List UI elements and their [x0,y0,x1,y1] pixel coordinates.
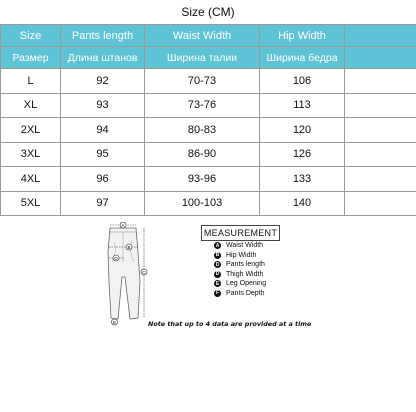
marker-b-label: B [127,244,131,250]
letter-badge-icon: E [215,280,220,287]
table-row [1,69,416,94]
cell-pants-length: 96 [61,167,145,192]
cell-pants-length: 92 [61,69,145,94]
header-row-ru [1,47,416,69]
header-row-en [1,25,416,47]
cell-hip-width: 133 [260,167,345,192]
table-row [1,118,416,143]
table-row [1,191,416,216]
legend-text: Pants length [226,261,265,269]
table-row [1,167,416,192]
pants-outline [108,228,140,319]
size-chart-title: Size (CM) [181,5,235,19]
cell-waist-width: 80-83 [145,118,260,143]
marker-e-label: E [112,319,117,325]
letter-badge-icon: F [215,290,220,297]
letter-badge-icon: D [215,271,220,278]
legend-item [214,251,334,261]
legend-item [214,260,334,270]
data-note: Note that up to 4 data are provided at a time [148,320,312,328]
cell-pants-length: 95 [61,142,145,167]
cell-size: 3XL [1,142,61,167]
marker-d-label: D [114,255,118,261]
legend-text: Pants Depth [226,289,265,297]
cell-pants-length: 94 [61,118,145,143]
cell-hip-width: 106 [260,69,345,94]
table-row [1,93,416,118]
letter-badge-icon: A [215,242,220,249]
header-waist-width: Waist Width [145,25,260,47]
cell-hip-width: 140 [260,191,345,216]
cell-empty [345,167,416,192]
legend-text: Thigh Width [226,270,264,278]
marker-a-label: A [121,222,125,228]
cell-pants-length: 97 [61,191,145,216]
cell-empty [345,69,416,94]
header-empty [345,25,416,47]
cell-empty [345,191,416,216]
table-row [1,142,416,167]
letter-badge-icon: D [215,261,220,268]
cell-hip-width: 113 [260,93,345,118]
cell-size: XL [1,93,61,118]
measurement-heading: MEASUREMENT [201,225,280,241]
cell-size: L [1,69,61,94]
cell-waist-width: 86-90 [145,142,260,167]
header-hip-width: Hip Width [260,25,345,47]
cell-empty [345,142,416,167]
marker-c-label: C [142,269,146,275]
header-size: Size [1,25,61,47]
legend-item [214,289,334,299]
legend-item [214,241,334,251]
legend-text: Waist Width [226,242,264,250]
header-pants-length: Pants length [61,25,145,47]
legend-item [214,279,334,289]
cell-empty [345,118,416,143]
legend-text: Hip Width [226,251,257,259]
cell-hip-width: 126 [260,142,345,167]
size-table [0,24,416,216]
cell-size: 2XL [1,118,61,143]
legend-text: Leg Opening [226,280,267,288]
header-hip-width-ru: Ширина бедра [260,47,345,69]
cell-waist-width: 93-96 [145,167,260,192]
cell-size: 5XL [1,191,61,216]
cell-empty [345,93,416,118]
pants-measurement-diagram [96,222,156,328]
cell-waist-width: 100-103 [145,191,260,216]
cell-size: 4XL [1,167,61,192]
letter-badge-icon: B [215,252,220,259]
header-pants-length-ru: Длина штанов [61,47,145,69]
legend-item [214,270,334,280]
cell-hip-width: 120 [260,118,345,143]
header-empty-ru [345,47,416,69]
measurement-legend [214,241,334,298]
cell-pants-length: 93 [61,93,145,118]
header-size-ru: Размер [1,47,61,69]
header-waist-width-ru: Ширина талии [145,47,260,69]
cell-waist-width: 73-76 [145,93,260,118]
cell-waist-width: 70-73 [145,69,260,94]
